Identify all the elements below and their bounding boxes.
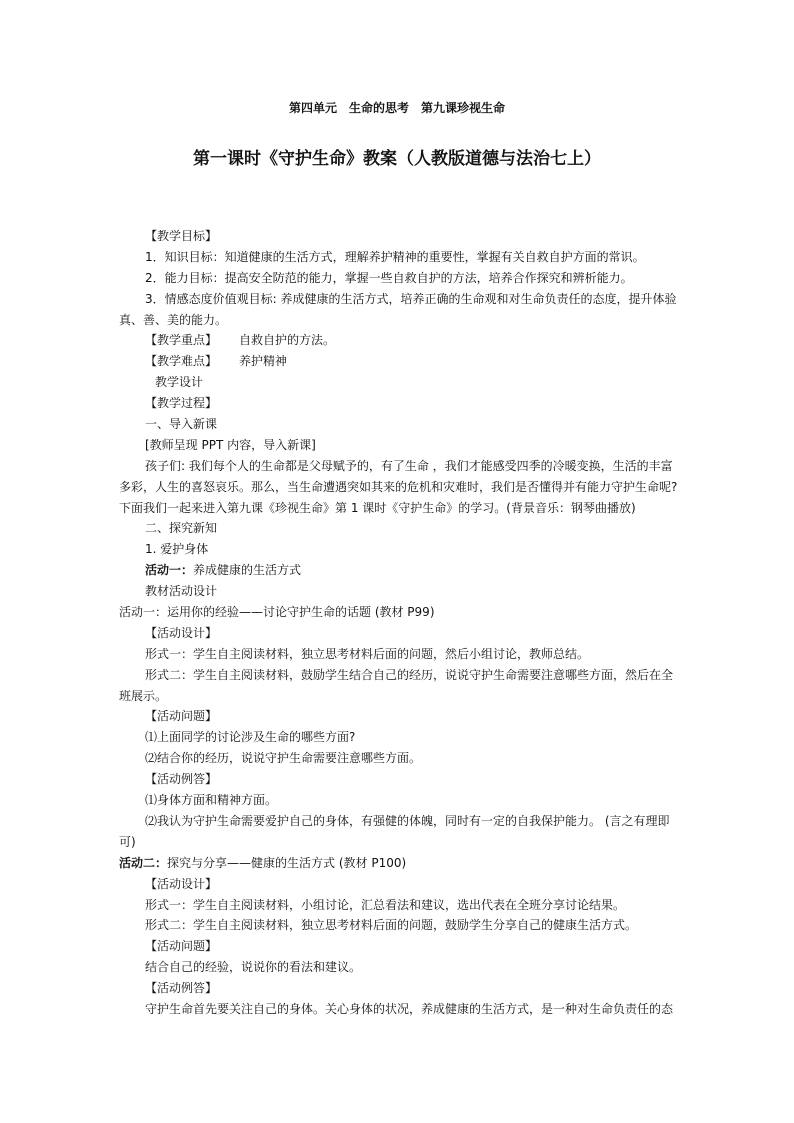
textbook-design: 教材活动设计 xyxy=(145,584,218,599)
activity-1-form-2-line-2: 班展示。 xyxy=(119,688,168,703)
activity-2-form-2: 形式二：学生自主阅读材料，独立思考材料后面的问题，鼓励学生分享自己的健康生活方式。 xyxy=(145,918,638,933)
page-title: 第一课时《守护生命》教案（人教版道德与法治七上） xyxy=(193,149,601,169)
difficulty-point xyxy=(119,351,679,372)
key-label: 【教学重点】 xyxy=(145,333,218,348)
section-1-heading: 一、导入新课 xyxy=(145,417,218,432)
activity-2-heading xyxy=(119,853,679,874)
section-2-heading: 二、探究新知 xyxy=(145,521,218,536)
activity-1-full-title: 活动一：运用你的经验——讨论守护生命的话题 (教材 P99) xyxy=(119,605,435,620)
activity-1-questions-heading: 【活动问题】 xyxy=(145,709,218,724)
objective-3-line-1: 3．情感态度价值观目标: 养成健康的生活方式，培养正确的生命观和对生命负责任的态度，提升体验 xyxy=(145,291,677,306)
activity-2-title: 探究与分享——健康的生活方式 (教材 P100) xyxy=(167,855,407,870)
difficulty-label: 【教学难点】 xyxy=(145,354,218,369)
activity-2-label: 活动二： xyxy=(119,855,168,870)
teaching-design: 教学设计 xyxy=(155,375,204,390)
objective-3-line-2: 真、善、美的能力。 xyxy=(119,312,228,327)
activity-1-form-2-line-1: 形式二：学生自主阅读材料，鼓励学生结合自己的经历，说说守护生命需要注意哪些方面，然后在全 xyxy=(145,667,674,682)
document-body xyxy=(119,226,679,1020)
activity-2-design-heading: 【活动设计】 xyxy=(145,876,218,891)
teacher-ppt-note: [教师呈现 PPT 内容，导入新课] xyxy=(145,437,316,452)
activity-2-answer-line-1: 守护生命首先要关注自己的身体。关心身体的状况，养成健康的生活方式，是一种对生命负责任的态 xyxy=(145,1001,674,1016)
intro-line-2: 多彩，人生的喜怒哀乐。那么，当生命遭遇突如其来的危机和灾难时，我们是否懂得并有能力守护生命呢? xyxy=(119,479,678,494)
objectives-heading: 【教学目标】 xyxy=(145,229,218,243)
activity-1-form-1: 形式一：学生自主阅读材料，独立思考材料后面的问题，然后小组讨论，教师总结。 xyxy=(145,646,590,661)
activity-1-answer-1: ⑴身体方面和精神方面。 xyxy=(145,793,278,808)
activity-1-answer-2-line-1: ⑵我认为守护生命需要爱护自己的身体，有强健的体魄，同时有一定的自我保护能力。 (言之有理即 xyxy=(145,813,670,828)
process-heading: 【教学过程】 xyxy=(145,396,218,411)
activity-2-answers-heading: 【活动例答】 xyxy=(145,981,218,996)
activity-2-questions-heading: 【活动问题】 xyxy=(145,939,218,954)
activity-1-question-2: ⑵结合你的经历，说说守护生命需要注意哪些方面。 xyxy=(145,751,422,766)
key-point xyxy=(119,330,679,351)
activity-2-form-1: 形式一：学生自主阅读材料，小组讨论，汇总看法和建议，选出代表在全班分享讨论结果。 xyxy=(145,897,626,912)
objective-1: 1．知识目标：知道健康的生活方式，理解养护精神的重要性，掌握有关自救自护方面的常识。 xyxy=(145,249,645,264)
difficulty-value: 养护精神 xyxy=(239,354,288,369)
intro-line-3: 下面我们一起来进入第九课《珍视生命》第 1 课时《守护生命》的学习。(背景音乐：钢琴曲播放) xyxy=(119,500,636,515)
unit-title: 第四单元 生命的思考 第九课珍视生命 xyxy=(288,101,505,115)
key-value: 自救自护的方法。 xyxy=(239,333,336,348)
activity-1-design-heading: 【活动设计】 xyxy=(145,625,218,640)
activity-1-label: 活动一： xyxy=(145,563,194,578)
objective-2: 2．能力目标：提高安全防范的能力，掌握一些自救自护的方法，培养合作探究和辨析能力。 xyxy=(145,270,633,285)
activity-1-title: 养成健康的生活方式 xyxy=(193,563,302,578)
activity-1-answer-2-line-2: 可) xyxy=(119,834,136,849)
activity-1-answers-heading: 【活动例答】 xyxy=(145,772,218,787)
item-1: 1. 爱护身体 xyxy=(145,542,209,557)
activity-1-question-1: ⑴上面同学的讨论涉及生命的哪些方面? xyxy=(145,730,356,745)
intro-line-1: 孩子们: 我们每个人的生命都是父母赋予的，有了生命 ，我们才能感受四季的冷暖变换，生活的丰富 xyxy=(145,458,673,473)
activity-1-heading xyxy=(119,560,679,581)
activity-2-question: 结合自己的经验，说说你的看法和建议。 xyxy=(145,960,362,975)
